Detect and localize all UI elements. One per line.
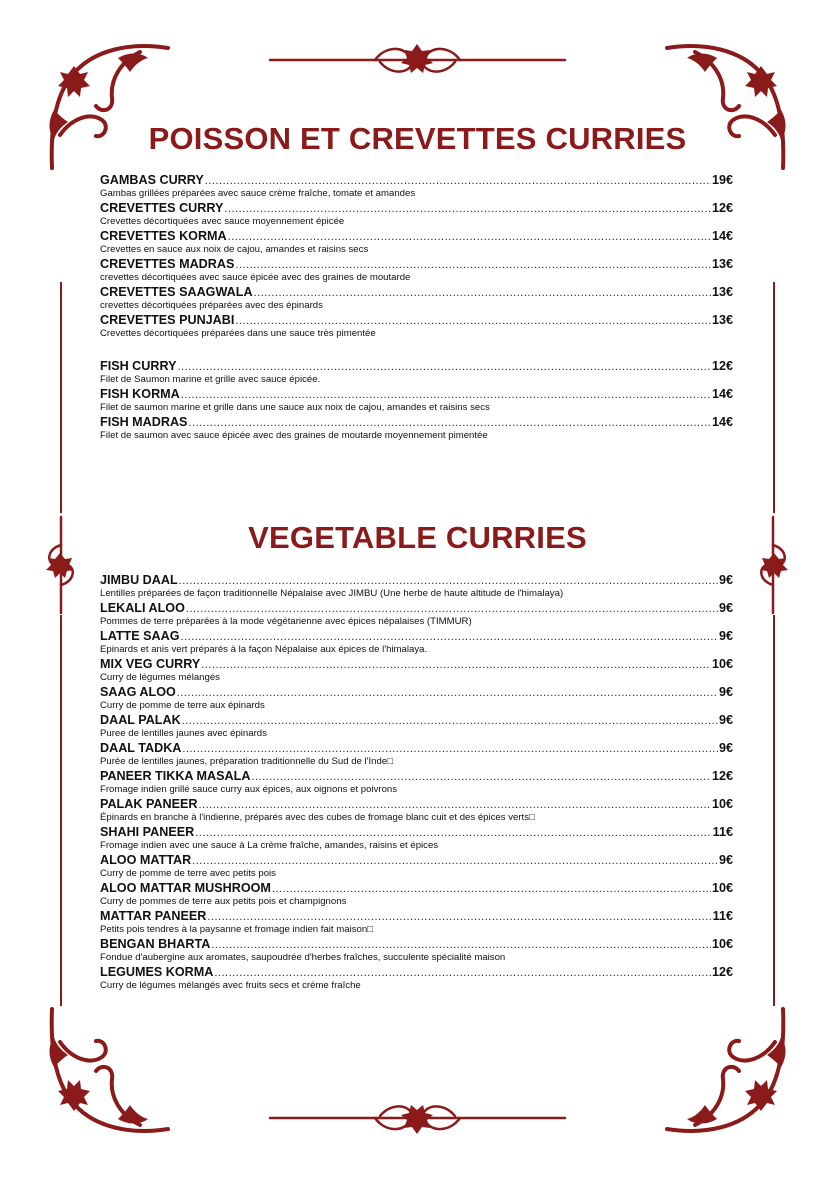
- menu-item-price: 13€: [711, 313, 733, 327]
- left-border-line: [60, 282, 62, 513]
- floral-corner-ornament-icon: [40, 1002, 175, 1137]
- menu-item-name: BENGAN BHARTA: [100, 937, 211, 951]
- menu-item: [100, 713, 733, 741]
- dot-leader: [182, 714, 718, 729]
- dot-leader: [181, 630, 718, 645]
- menu-item-price: 10€: [711, 881, 733, 895]
- menu-item-price: 9€: [718, 685, 733, 699]
- dot-leader: [235, 258, 711, 273]
- right-border-line: [773, 282, 775, 513]
- menu-item: [100, 313, 733, 341]
- menu-item-description: crevettes décortiquées avec sauce épicée avec des graines de moutarde: [100, 272, 411, 283]
- menu-item-price: 19€: [711, 173, 733, 187]
- floral-corner-ornament-icon: [660, 1002, 795, 1137]
- dot-leader: [235, 314, 711, 329]
- dot-leader: [224, 202, 711, 217]
- menu-item-price: 12€: [711, 359, 733, 373]
- menu-item-price: 13€: [711, 285, 733, 299]
- menu-item-row: [100, 173, 733, 188]
- menu-item: [100, 657, 733, 685]
- menu-item-name: CREVETTES PUNJABI: [100, 313, 235, 327]
- menu-item-row: [100, 285, 733, 300]
- menu-item-price: 10€: [711, 937, 733, 951]
- menu-item-name: LEKALI ALOO: [100, 601, 185, 615]
- dot-leader: [192, 854, 718, 869]
- menu-item: [100, 257, 733, 285]
- menu-item-description: crevettes décortiquées préparées avec des épinards: [100, 300, 323, 311]
- menu-item-row: [100, 415, 733, 430]
- menu-item-description: Purée de lentilles jaunes, préparation traditionnelle du Sud de l'Inde□: [100, 756, 393, 767]
- menu-item-description: Curry de pomme de terre avec petits pois: [100, 868, 276, 879]
- menu-item: [100, 825, 733, 853]
- menu-item-row: [100, 797, 733, 812]
- menu-item-row: [100, 825, 733, 840]
- menu-item: [100, 937, 733, 965]
- right-border-line: [773, 615, 775, 1006]
- menu-item: [100, 629, 733, 657]
- menu-item-description: Filet de Saumon marine et grille avec sauce épicée.: [100, 374, 321, 385]
- dot-leader: [199, 798, 711, 813]
- menu-item-description: Crevettes décortiquées avec sauce moyennement épicée: [100, 216, 345, 227]
- menu-item-price: 14€: [711, 415, 733, 429]
- menu-item-description: Fromage indien grillé sauce curry aux épices, aux oignons et poivrons: [100, 784, 398, 795]
- menu-item: [100, 573, 733, 601]
- menu-item-row: [100, 685, 733, 700]
- menu-item-price: 12€: [711, 769, 733, 783]
- menu-item-price: 9€: [718, 853, 733, 867]
- menu-item-description: Petits pois tendres à la paysanne et fromage indien fait maison□: [100, 924, 373, 935]
- menu-item: [100, 769, 733, 797]
- menu-item-row: [100, 601, 733, 616]
- menu-item-row: [100, 359, 733, 374]
- dot-leader: [228, 230, 711, 245]
- menu-item-description: Pommes de terre préparées à la mode végétarienne avec épices népalaises (TIMMUR): [100, 616, 472, 627]
- dot-leader: [179, 574, 718, 589]
- menu-item: [100, 415, 733, 443]
- menu-item-price: 12€: [711, 201, 733, 215]
- menu-item: [100, 173, 733, 201]
- menu-item-description: Epinards et anis vert préparés à la façon Népalaise aux épices de l'himalaya.: [100, 644, 428, 655]
- menu-item-description: Crevettes décortiquées préparées dans une sauce très pimentée: [100, 328, 376, 339]
- menu-item-row: [100, 657, 733, 672]
- menu-item: [100, 359, 733, 387]
- menu-item-row: [100, 853, 733, 868]
- menu-item: [100, 741, 733, 769]
- dot-leader: [207, 910, 711, 925]
- menu-item-price: 10€: [711, 797, 733, 811]
- dot-leader: [254, 286, 711, 301]
- menu-item-name: FISH KORMA: [100, 387, 180, 401]
- dot-leader: [201, 658, 711, 673]
- menu-item-description: Puree de lentilles jaunes avec épinards: [100, 728, 267, 739]
- menu-item-row: [100, 965, 733, 980]
- menu-item-price: 12€: [711, 965, 733, 979]
- menu-item-row: [100, 881, 733, 896]
- menu-item-price: 11€: [712, 909, 733, 923]
- menu-item-name: CREVETTES KORMA: [100, 229, 227, 243]
- menu-item-name: CREVETTES CURRY: [100, 201, 224, 215]
- menu-item-row: [100, 387, 733, 402]
- menu-item-name: PANEER TIKKA MASALA: [100, 769, 251, 783]
- menu-item-name: MATTAR PANEER: [100, 909, 207, 923]
- menu-list: [100, 573, 733, 993]
- menu-item-description: Curry de pomme de terre aux épinards: [100, 700, 265, 711]
- menu-item: [100, 853, 733, 881]
- menu-item-row: [100, 257, 733, 272]
- menu-item-price: 9€: [718, 741, 733, 755]
- menu-item-name: FISH MADRAS: [100, 415, 188, 429]
- section-title: POISSON ET CREVETTES CURRIES: [148, 121, 687, 156]
- menu-item-row: [100, 229, 733, 244]
- menu-item-row: [100, 313, 733, 328]
- menu-item-name: DAAL TADKA: [100, 741, 182, 755]
- dot-leader: [214, 966, 711, 981]
- menu-item-description: Curry de légumes mélangés avec fruits secs et crème fraîche: [100, 980, 361, 991]
- menu-item: [100, 685, 733, 713]
- menu-item-name: GAMBAS CURRY: [100, 173, 204, 187]
- menu-item: [100, 881, 733, 909]
- menu-item-row: [100, 937, 733, 952]
- menu-item: [100, 909, 733, 937]
- menu-item-row: [100, 769, 733, 784]
- menu-item-description: Lentilles préparées de façon traditionnelle Népalaise avec JIMBU (Une herbe de haute altitude de l'himalaya): [100, 588, 564, 599]
- menu-item: [100, 229, 733, 257]
- menu-item-name: CREVETTES SAAGWALA: [100, 285, 253, 299]
- menu-item: [100, 285, 733, 313]
- menu-item-price: 14€: [711, 229, 733, 243]
- menu-item-description: Crevettes en sauce aux noix de cajou, amandes et raisins secs: [100, 244, 369, 255]
- dot-leader: [186, 602, 718, 617]
- menu-item-description: Gambas grillées préparées avec sauce crème fraîche, tomate et amandes: [100, 188, 416, 199]
- menu-item: [100, 797, 733, 825]
- menu-item-row: [100, 741, 733, 756]
- dot-leader: [182, 742, 718, 757]
- dot-leader: [181, 388, 711, 403]
- menu-item-price: 9€: [718, 601, 733, 615]
- menu-item-description: Curry de légumes mélangés: [100, 672, 220, 683]
- menu-item-price: 9€: [718, 629, 733, 643]
- dot-leader: [251, 770, 711, 785]
- menu-item-name: LEGUMES KORMA: [100, 965, 214, 979]
- menu-item-description: Épinards en branche à l'indienne, préparés avec des cubes de fromage blanc cuit et des épices verts□: [100, 812, 535, 823]
- dot-leader: [272, 882, 711, 897]
- left-border-line: [60, 615, 62, 1006]
- menu-item-row: [100, 713, 733, 728]
- menu-item-name: ALOO MATTAR: [100, 853, 192, 867]
- menu-item-name: SHAHI PANEER: [100, 825, 195, 839]
- menu-item-name: FISH CURRY: [100, 359, 177, 373]
- menu-item-name: DAAL PALAK: [100, 713, 181, 727]
- floral-center-ornament-icon: [265, 1098, 570, 1138]
- menu-item-description: Filet de saumon marine et grille dans une sauce aux noix de cajou, amandes et raisins secs: [100, 402, 490, 413]
- dot-leader: [211, 938, 711, 953]
- menu-item-description: Filet de saumon avec sauce épicée avec des graines de moutarde moyennement pimentée: [100, 430, 488, 441]
- floral-center-ornament-icon: [265, 40, 570, 80]
- menu-item-name: JIMBU DAAL: [100, 573, 178, 587]
- menu-item-name: ALOO MATTAR MUSHROOM: [100, 881, 271, 895]
- menu-item-name: CREVETTES MADRAS: [100, 257, 235, 271]
- menu-item-price: 11€: [712, 825, 733, 839]
- menu-item-price: 13€: [711, 257, 733, 271]
- menu-item-price: 14€: [711, 387, 733, 401]
- dot-leader: [188, 416, 711, 431]
- menu-item-row: [100, 573, 733, 588]
- menu-item-row: [100, 201, 733, 216]
- menu-item-row: [100, 629, 733, 644]
- menu-list: [100, 173, 733, 443]
- menu-item: [100, 601, 733, 629]
- menu-item: [100, 201, 733, 229]
- menu-item: [100, 387, 733, 415]
- menu-item-name: LATTE SAAG: [100, 629, 180, 643]
- menu-item-price: 9€: [718, 713, 733, 727]
- dot-leader: [195, 826, 711, 841]
- menu-item-price: 9€: [718, 573, 733, 587]
- menu-item-name: SAAG ALOO: [100, 685, 176, 699]
- dot-leader: [178, 360, 711, 375]
- section-title: VEGETABLE CURRIES: [248, 520, 587, 555]
- menu-item-description: Fondue d'aubergine aux aromates, saupoudrée d'herbes fraîches, succulente spécialité maison: [100, 952, 506, 963]
- menu-item-name: PALAK PANEER: [100, 797, 198, 811]
- menu-item-row: [100, 909, 733, 924]
- group-spacer: [100, 341, 733, 359]
- menu-item-description: Curry de pommes de terre aux petits pois et champignons: [100, 896, 347, 907]
- menu-item: [100, 965, 733, 993]
- menu-item-price: 10€: [711, 657, 733, 671]
- menu-item-name: MIX VEG CURRY: [100, 657, 201, 671]
- dot-leader: [177, 686, 718, 701]
- menu-item-description: Fromage indien avec une sauce à La crème fraîche, amandes, raisins et épices: [100, 840, 439, 851]
- dot-leader: [205, 174, 711, 189]
